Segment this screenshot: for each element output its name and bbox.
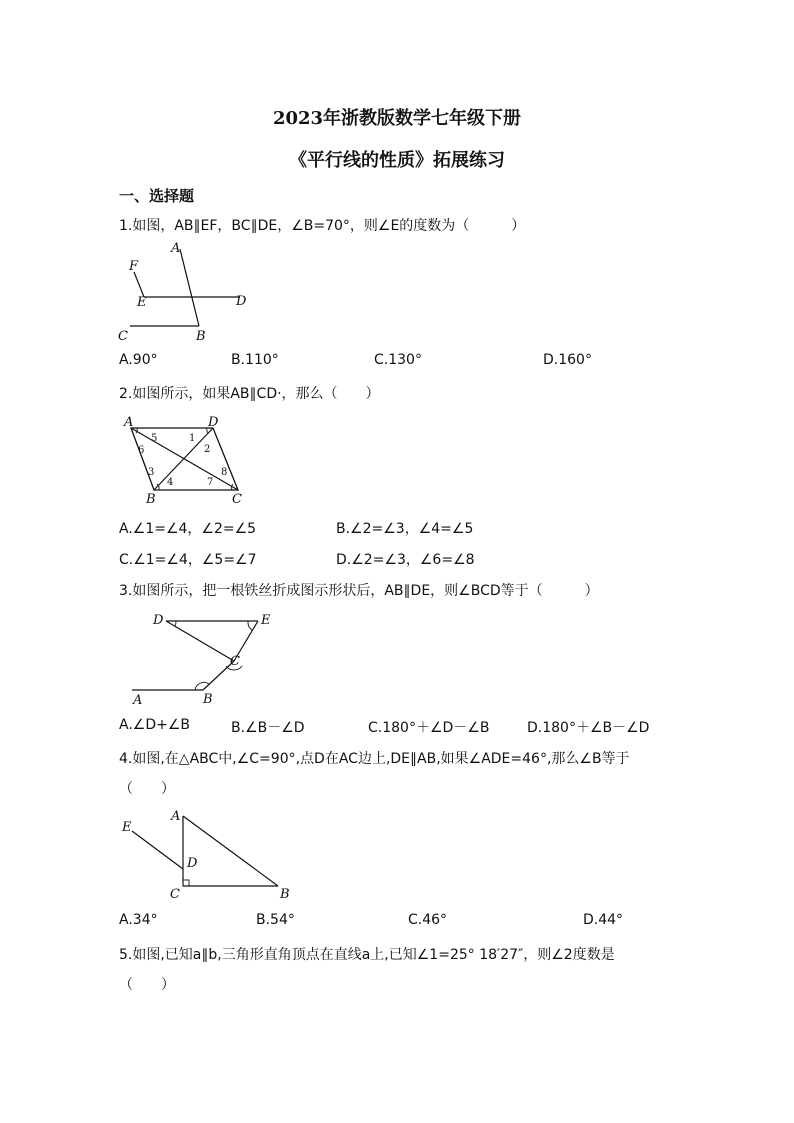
fig3-label-D: D [153, 613, 164, 628]
question-1-figure [112, 240, 262, 345]
fig4-label-B: B [280, 887, 290, 902]
question-1-option-b[interactable]: B.110° [231, 352, 279, 368]
question-3-figure [126, 608, 276, 710]
section-heading: 一、选择题 [119, 187, 195, 205]
fig2-angle-8: 8 [221, 467, 228, 478]
fig1-label-F: F [129, 259, 139, 274]
question-4-stem-cont: （ ） [119, 781, 175, 797]
question-1-stem: 1.如图，AB∥EF，BC∥DE，∠B=70°，则∠E的度数为（ ） [119, 218, 526, 234]
fig2-angle-2: 2 [204, 444, 211, 455]
page-title: 2023年浙教版数学七年级下册 [272, 108, 522, 129]
question-4-stem: 4.如图,在△ABC中,∠C=90°,点D在AC边上,DE∥AB,如果∠ADE=46°,那么∠B等于 [119, 751, 630, 767]
question-3-option-d[interactable]: D.180°＋∠B－∠D [527, 720, 650, 736]
fig2-label-D: D [208, 415, 219, 430]
question-3-option-a[interactable]: A.∠D+∠B [119, 717, 190, 733]
question-1-option-c[interactable]: C.130° [374, 352, 422, 368]
fig2-label-A: A [124, 415, 134, 430]
question-4-option-b[interactable]: B.54° [256, 912, 295, 928]
question-3-stem: 3.如图所示，把一根铁丝折成图示形状后，AB∥DE，则∠BCD等于（ ） [119, 583, 599, 599]
question-2-stem: 2.如图所示，如果AB∥CD·，那么（ ） [119, 386, 380, 402]
fig2-angle-7: 7 [207, 477, 214, 488]
fig2-label-C: C [232, 492, 242, 507]
question-4-option-a[interactable]: A.34° [119, 912, 158, 928]
fig1-label-A: A [171, 241, 181, 256]
question-2-option-d[interactable]: D.∠2=∠3，∠6=∠8 [336, 552, 475, 568]
question-3-option-b[interactable]: B.∠B－∠D [231, 720, 305, 736]
fig2-angle-4: 4 [167, 477, 174, 488]
question-2-figure [115, 410, 250, 508]
fig2-angle-6: 6 [138, 445, 145, 456]
fig2-label-B: B [146, 492, 156, 507]
fig1-label-B: B [196, 329, 206, 344]
fig2-angle-1: 1 [189, 433, 196, 444]
question-4-figure [116, 806, 296, 904]
question-3-option-c[interactable]: C.180°＋∠D－∠B [368, 720, 490, 736]
question-5-stem: 5.如图,已知a∥b,三角形直角顶点在直线a上,已知∠1=25° 18′27″，则∠2度数是 [119, 947, 615, 963]
fig3-label-A: A [133, 693, 143, 708]
question-2-option-a[interactable]: A.∠1=∠4，∠2=∠5 [119, 521, 257, 537]
fig4-label-A: A [171, 809, 181, 824]
fig3-label-C: C [230, 654, 240, 669]
question-2-option-b[interactable]: B.∠2=∠3，∠4=∠5 [336, 521, 474, 537]
question-1-option-d[interactable]: D.160° [543, 352, 592, 368]
fig1-label-E: E [137, 295, 147, 310]
question-4-option-c[interactable]: C.46° [408, 912, 448, 928]
fig3-label-B: B [203, 692, 213, 707]
fig4-label-C: C [170, 887, 180, 902]
question-1-option-a[interactable]: A.90° [119, 352, 158, 368]
fig2-angle-3: 3 [148, 467, 155, 478]
fig1-label-C: C [118, 329, 128, 344]
fig4-label-D: D [187, 856, 198, 871]
question-2-option-c[interactable]: C.∠1=∠4，∠5=∠7 [119, 552, 257, 568]
question-4-option-d[interactable]: D.44° [583, 912, 624, 928]
fig2-angle-5: 5 [151, 433, 158, 444]
fig3-label-E: E [261, 613, 271, 628]
question-5-stem-cont: （ ） [119, 977, 175, 993]
page-subtitle: 《平行线的性质》拓展练习 [289, 150, 505, 171]
fig1-label-D: D [236, 294, 247, 309]
fig4-label-E: E [122, 820, 132, 835]
